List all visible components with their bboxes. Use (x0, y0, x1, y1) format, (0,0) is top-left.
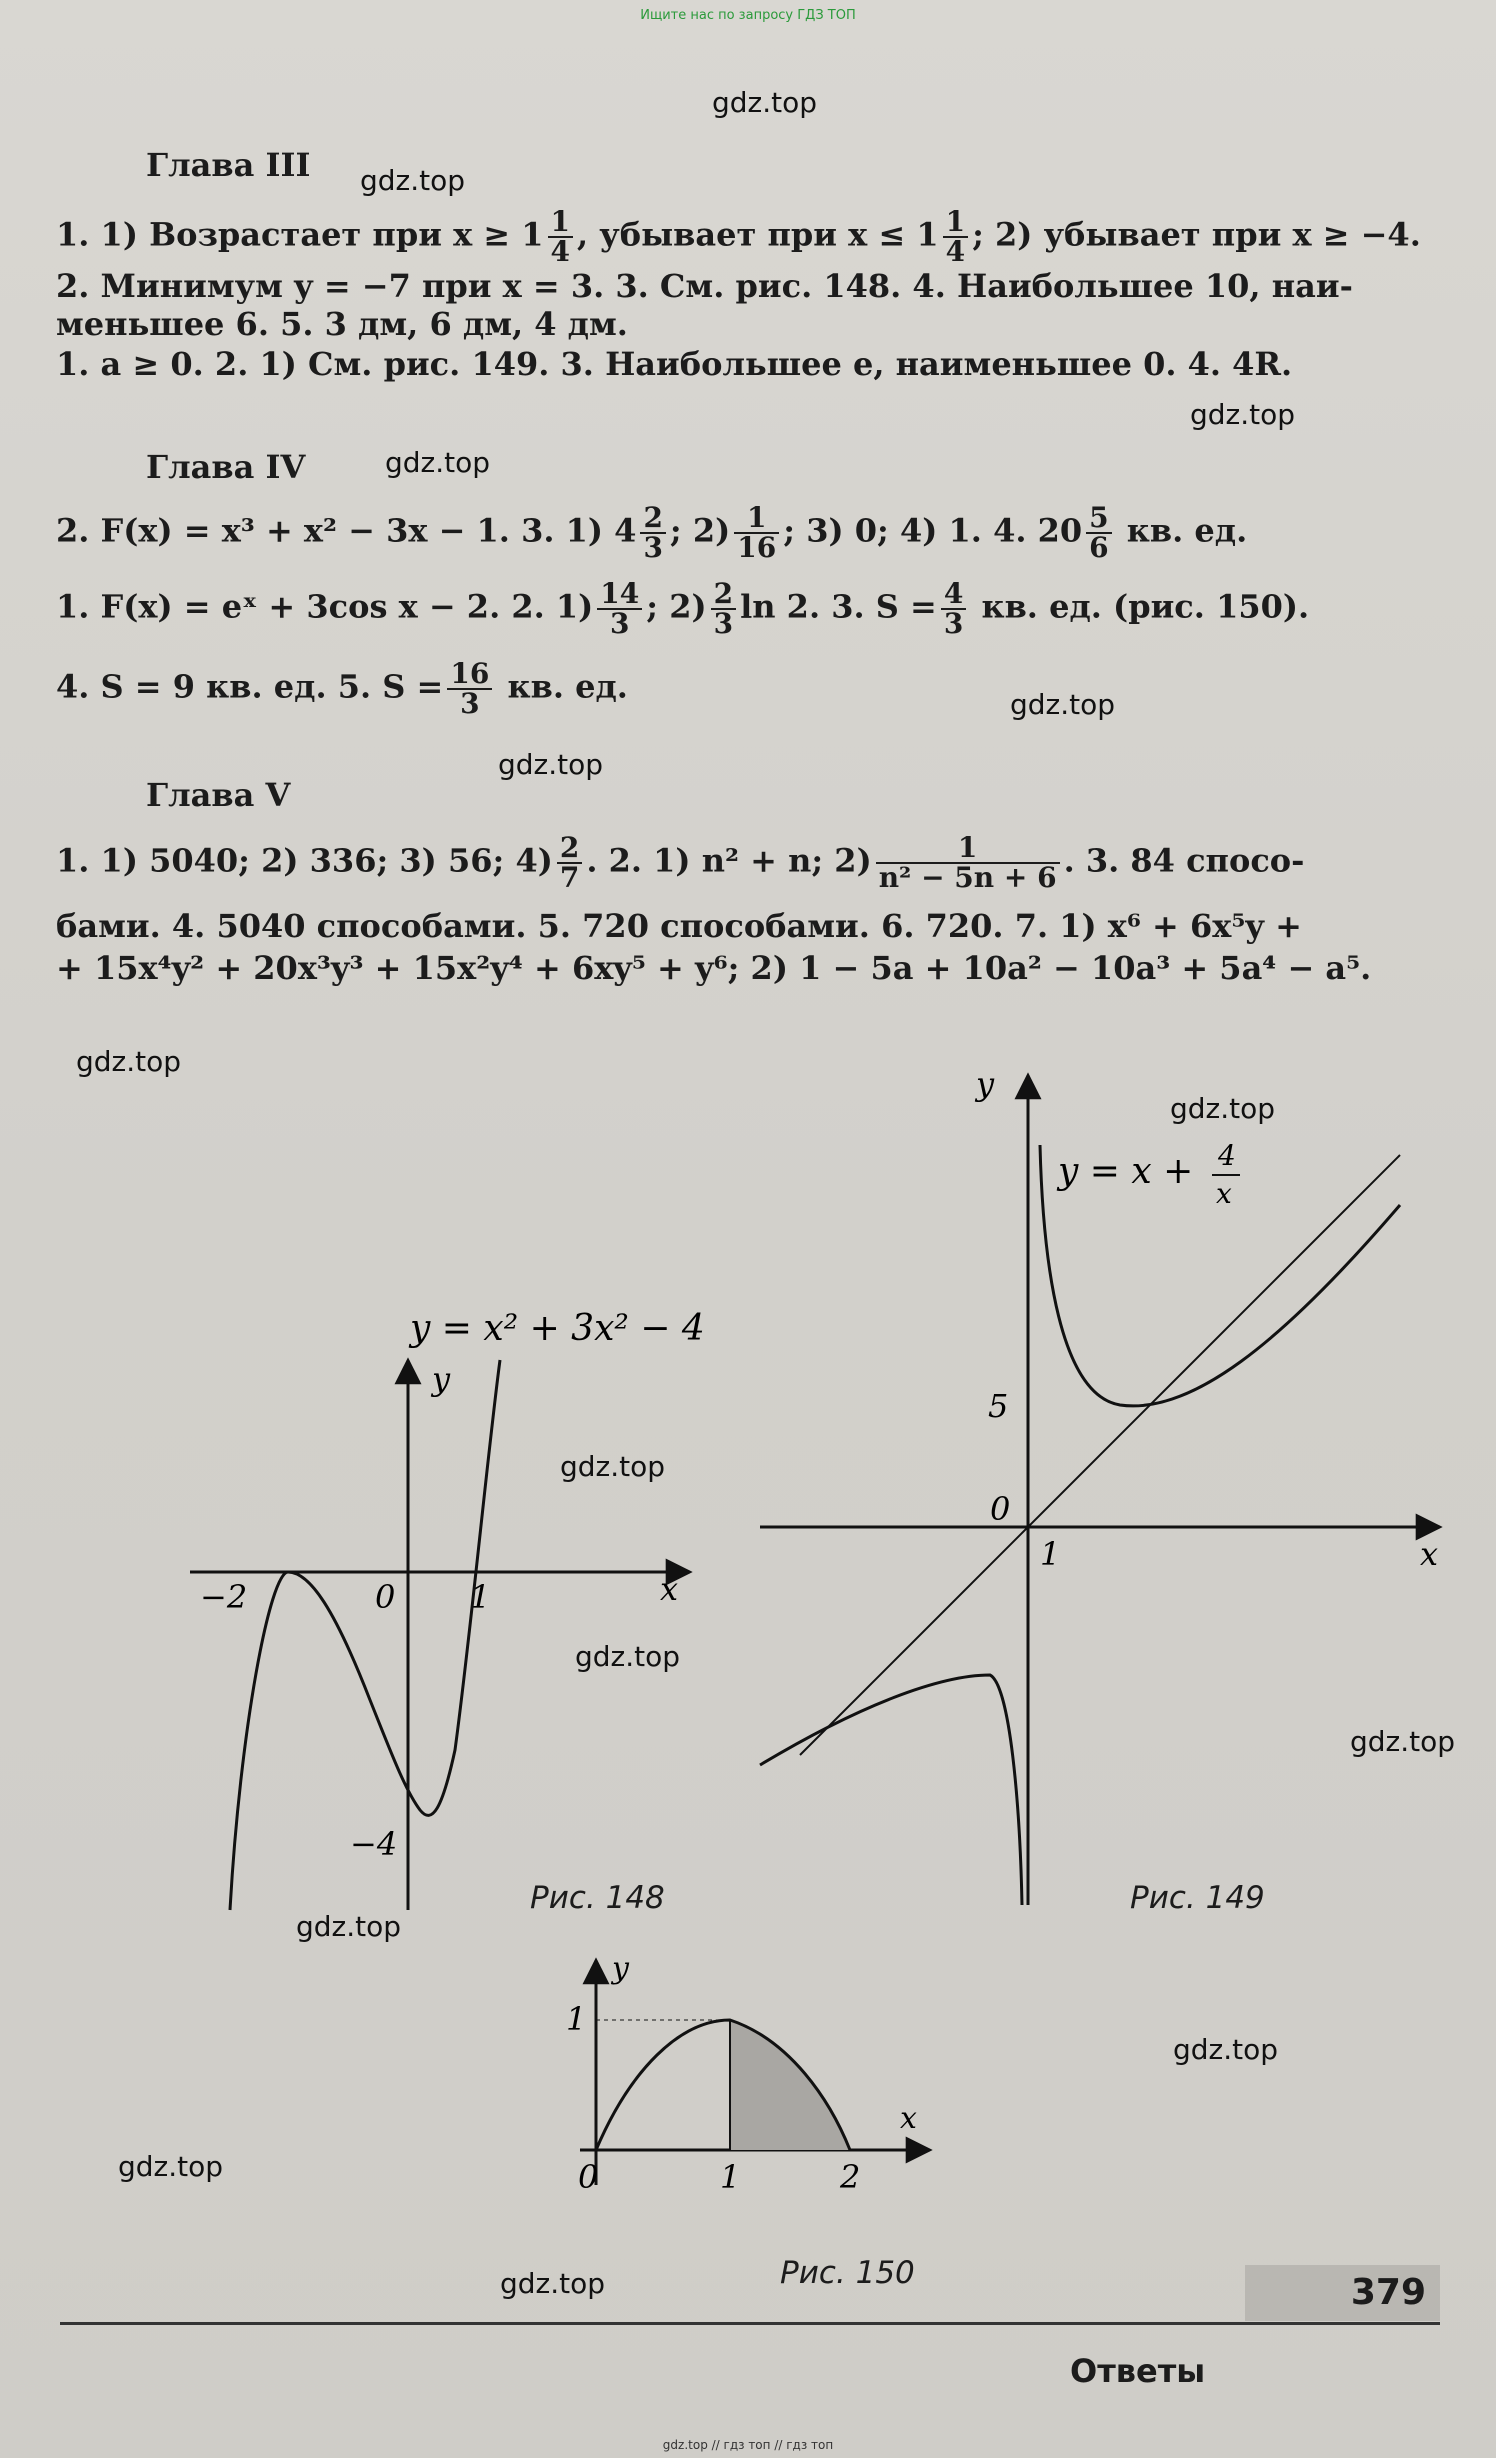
watermark: gdz.top (712, 86, 818, 119)
tick-label: 0 (375, 1578, 396, 1616)
footer-rule (60, 2322, 1440, 2325)
fraction: $\frac{1}{4}$ (548, 208, 573, 266)
fig148-caption: Рис. 148 (530, 1880, 665, 1916)
chapter-3-line-1: 1. 1) Возрастает при x ≥ 1 $\frac{1}{4}$ , убывает при x ≤ 1 $\frac{1}{4}$ ; 2) убывает при x ≥ −4. (56, 205, 1421, 268)
chapter-5-title: Глава V (146, 776, 291, 814)
figure-148 (170, 1310, 750, 1930)
tick-label: 5 (988, 1387, 1009, 1425)
watermark: gdz.top (498, 748, 604, 781)
x-label: x (1420, 1535, 1439, 1573)
y-label: y (976, 1065, 995, 1103)
fig149-frac-d: x (1216, 1177, 1232, 1210)
watermark: gdz.top (296, 1910, 402, 1943)
chapter-5-line-3: + 15x⁴y² + 20x³y³ + 15x²y⁴ + 6xy⁵ + y⁶; 2) 1 − 5a + 10a² − 10a³ + 5a⁴ − a⁵. (56, 949, 1372, 987)
tick-label: 0 (990, 1490, 1011, 1528)
watermark: gdz.top (76, 1045, 182, 1078)
y-label: y (432, 1360, 451, 1398)
tick-label: 1 (720, 2158, 741, 2190)
tick-label: 2 (840, 2158, 861, 2190)
figure-149 (740, 1065, 1460, 1925)
fig149-left-branch (760, 1675, 1022, 1905)
chapter-3-line-3: меньшее 6. 5. 3 дм, 6 дм, 4 дм. (56, 305, 628, 343)
page-number: 379 (1245, 2265, 1440, 2321)
watermark: gdz.top (385, 446, 491, 479)
bottom-banner: gdz.top // гдз топ // гдз топ (662, 2438, 834, 2452)
tick-label: 0 (578, 2158, 599, 2190)
chapter-5-line-1: 1. 1) 5040; 2) 336; 3) 56; 4) $\frac{2}{7}$ . 2. 1) n² + n; 2) $\frac{1}{\text{n² − 5n + 6}}$ . 3. 84 спосо- (56, 831, 1305, 894)
tick-label: −2 (200, 1578, 248, 1616)
fig148-formula: y = x² + 3x² − 4 (410, 1310, 705, 1349)
asymptote-line (800, 1155, 1400, 1755)
chapter-4-line-1: 2. F(x) = x³ + x² − 3x − 1. 3. 1) 4 $\frac{2}{3}$ ; 2) $\frac{1}{16}$ ; 3) 0; 4) 1. 4. 20 $\frac{5}{6}$ кв. ед. (56, 501, 1248, 564)
watermark: gdz.top (360, 164, 466, 197)
watermark: gdz.top (1190, 398, 1296, 431)
chapter-3-title: Глава III (146, 146, 311, 184)
watermark: gdz.top (118, 2150, 224, 2183)
shaded-area (730, 2020, 850, 2150)
chapter-4-line-2: 1. F(x) = eˣ + 3cos x − 2. 2. 1) $\frac{14}{3}$ ; 2) $\frac{2}{3}$ ln 2. 3. S = $\frac{4}{3}$ кв. ед. (рис. 150). (56, 577, 1310, 640)
fig149-formula: y = x + (1058, 1151, 1194, 1192)
fig149-frac-n: 4 (1218, 1139, 1236, 1172)
tick-label: 1 (1040, 1535, 1061, 1573)
tick-label: 1 (470, 1578, 491, 1616)
watermark: gdz.top (500, 2267, 606, 2300)
chapter-4-title: Глава IV (146, 448, 306, 486)
chapter-3-line-4: 1. a ≥ 0. 2. 1) См. рис. 149. 3. Наибольшее e, наименьшее 0. 4. 4R. (56, 345, 1293, 383)
footer-title: Ответы (1070, 2352, 1206, 2390)
fig150-caption: Рис. 150 (780, 2255, 915, 2291)
x-label: x (660, 1570, 679, 1608)
figure-150 (560, 1950, 960, 2190)
top-banner: Ищите нас по запросу ГДЗ ТОП (640, 8, 856, 23)
tick-label: 1 (566, 2000, 587, 2038)
watermark: gdz.top (1170, 1092, 1276, 1125)
y-label: y (612, 1951, 629, 1986)
chapter-4-line-3: 4. S = 9 кв. ед. 5. S = $\frac{16}{3}$ кв. ед. (56, 657, 628, 720)
chapter-5-line-2: бами. 4. 5040 способами. 5. 720 способами. 6. 720. 7. 1) x⁶ + 6x⁵y + (56, 907, 1302, 945)
watermark: gdz.top (1350, 1725, 1456, 1758)
watermark: gdz.top (1010, 688, 1116, 721)
fig149-caption: Рис. 149 (1130, 1880, 1265, 1916)
watermark: gdz.top (560, 1450, 666, 1483)
watermark: gdz.top (575, 1640, 681, 1673)
x-label: x (900, 2101, 917, 2136)
watermark: gdz.top (1173, 2033, 1279, 2066)
chapter-3-line-2: 2. Минимум y = −7 при x = 3. 3. См. рис. 148. 4. Наибольшее 10, наи- (56, 267, 1353, 305)
tick-label: −4 (350, 1825, 398, 1863)
fraction: $\frac{1}{4}$ (943, 208, 968, 266)
